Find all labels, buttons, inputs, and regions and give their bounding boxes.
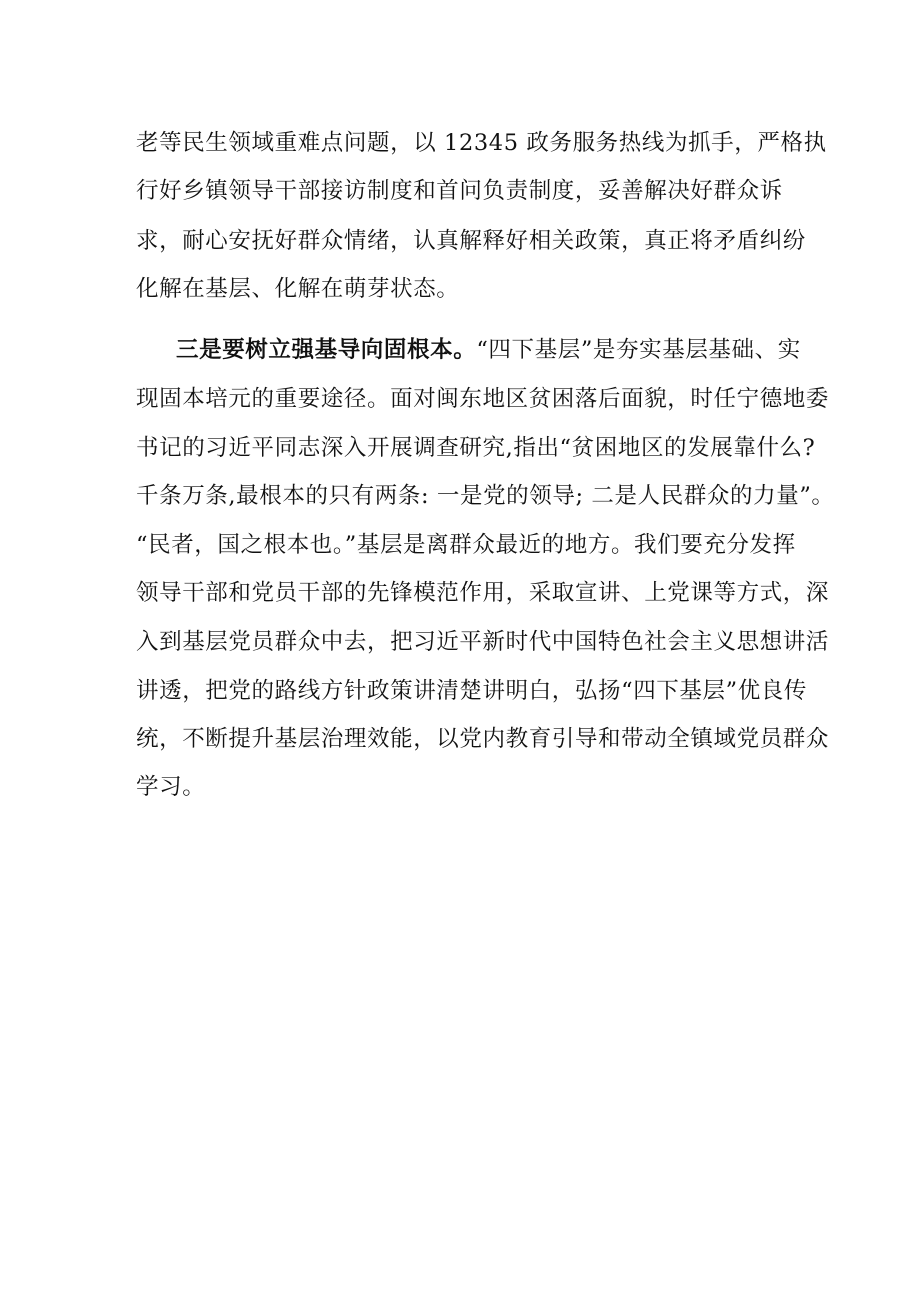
paragraph-1-line-4: 化解在基层、化解在萌芽状态。 (136, 276, 460, 302)
paragraph-2-line-3: 书记的习近平同志深入开展调查研究,指出“贫困地区的发展靠什么? (136, 435, 816, 461)
paragraph-2-line-9: 统，不断提升基层治理效能，以党内教育引导和带动全镇域党员群众 (136, 726, 830, 752)
paragraph-2-line-8: 讲透，把党的路线方针政策讲清楚讲明白，弘扬“四下基层”优良传 (136, 678, 808, 704)
paragraph-2-line-1 (176, 335, 801, 365)
paragraph-2-line-1-rest: “四下基层”是夯实基层基础、实 (476, 337, 801, 363)
paragraph-2-line-7: 入到基层党员群众中去，把习近平新时代中国特色社会主义思想讲活 (136, 629, 830, 655)
paragraph-2-line-5: “民者，国之根本也。”基层是离群众最近的地方。我们要充分发挥 (136, 532, 796, 558)
paragraph-1-line-2: 行好乡镇领导干部接访制度和首问负责制度，妥善解决好群众诉 (136, 178, 783, 204)
paragraph-2-bold-lead: 三是要树立强基导向固根本。 (176, 337, 477, 363)
paragraph-1-line-1: 老等民生领域重难点问题，以 12345 政务服务热线为抓手，严格执 (136, 130, 827, 156)
paragraph-1-line-3: 求，耐心安抚好群众情绪，认真解释好相关政策，真正将矛盾纠纷 (136, 228, 806, 254)
paragraph-2-line-10: 学习。 (136, 774, 206, 800)
paragraph-2-line-2: 现固本培元的重要途径。面对闽东地区贫困落后面貌，时任宁德地委 (136, 386, 830, 412)
paragraph-2-line-6: 领导干部和党员干部的先锋模范作用，采取宣讲、上党课等方式，深 (136, 580, 830, 606)
paragraph-2-line-4: 千条万条,最根本的只有两条: 一是党的领导; 二是人民群众的力量”。 (136, 483, 835, 509)
